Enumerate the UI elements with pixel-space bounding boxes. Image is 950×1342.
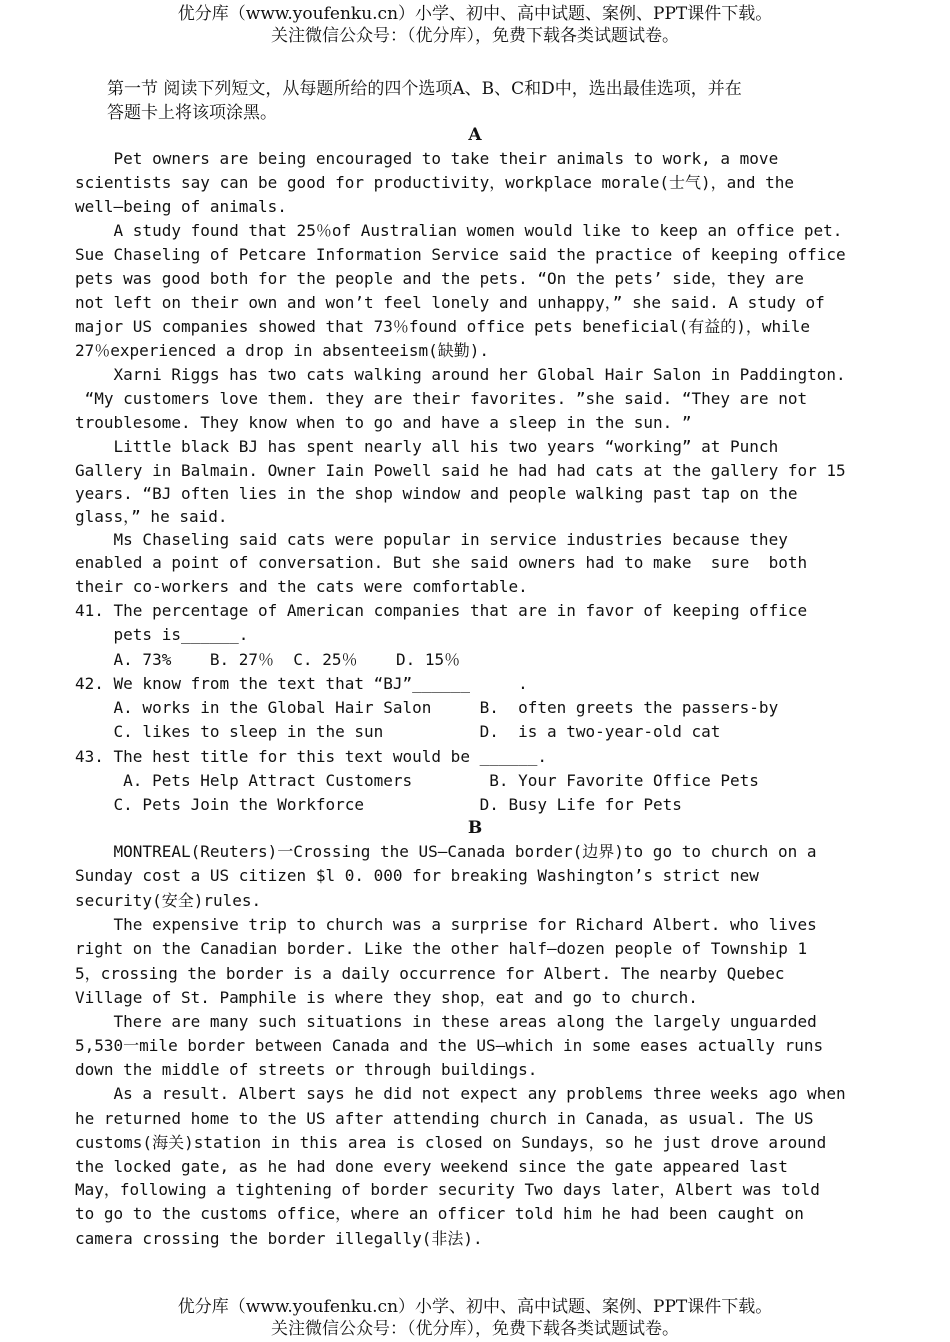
passage-b-line: As a result. Albert says he did not expect any problems three weeks ago when: [75, 1084, 846, 1103]
instruction-line: 答题卡上将该项涂黑。: [107, 103, 277, 123]
footer-line-2: 关注微信公众号：（优分库），免费下载各类试题试卷。: [271, 1319, 679, 1339]
passage-b-line: he returned home to the US after attending church in Canada，as usual. The US: [75, 1109, 814, 1128]
passage-b-line: MONTREAL(Reuters)一Crossing the US—Canada border(边界)to go to church on a: [75, 842, 817, 861]
passage-a-line: glass，” he said.: [75, 507, 228, 526]
passage-a-line: scientists say can be good for productivity，workplace morale(士气)，and the: [75, 173, 795, 192]
question-line: C. likes to sleep in the sun D. is a two-year-old cat: [75, 722, 721, 741]
passage-b-line: to go to the customs office，where an officer told him he had been caught on: [75, 1204, 804, 1223]
passage-a-line: Sue Chaseling of Petcare Information Service said the practice of keeping office: [75, 245, 846, 264]
footer-line-1: 优分库（www.youfenku.cn）小学、初中、高中试题、案例、PPT课件下载。: [177, 1297, 773, 1317]
passage-a-line: enabled a point of conversation. But she said owners had to make sure both: [75, 553, 808, 572]
passage-a-line: Xarni Riggs has two cats walking around her Global Hair Salon in Paddington.: [75, 365, 846, 384]
passage-a-line: Gallery in Balmain. Owner Iain Powell said he had had cats at the gallery for 15: [75, 461, 846, 480]
passage-a-line: “My customers love them. they are their favorites. ”she said. “They are not: [75, 389, 808, 408]
question-line: 42. We know from the text that “BJ”______ .: [75, 674, 528, 693]
passage-b-line: Village of St. Pamphile is where they shop，eat and go to church.: [75, 988, 698, 1007]
question-line: A. Pets Help Attract Customers B. Your Favorite Office Pets: [75, 771, 759, 790]
passage-b-line: down the middle of streets or through buildings.: [75, 1060, 538, 1079]
page-footer: [0, 1296, 950, 1340]
passage-a-line: troublesome. They know when to go and have a sleep in the sun. ”: [75, 413, 692, 432]
passage-a-line: major US companies showed that 73％found office pets beneficial(有益的)，while: [75, 317, 811, 336]
passage-a-line: well—being of animals.: [75, 197, 287, 216]
passage-b-line: the locked gate, as he had done every weekend since the gate appeared last: [75, 1157, 788, 1176]
passage-b-line: May，following a tightening of border security Two days later，Albert was told: [75, 1180, 820, 1199]
passage-a-line: Pet owners are being encouraged to take their animals to work, a move: [75, 149, 779, 168]
passage-b-line: right on the Canadian border. Like the other half—dozen people of Township 1: [75, 939, 808, 958]
passage-a-line: Little black BJ has spent nearly all his two years “working” at Punch: [75, 437, 779, 456]
passage-b-line: 5，crossing the border is a daily occurrence for Albert. The nearby Quebec: [75, 964, 785, 983]
passage-a-heading: A: [468, 125, 482, 145]
instruction-line: 第一节 阅读下列短文，从每题所给的四个选项A、B、C和D中，选出最佳选项，并在: [107, 79, 742, 99]
question-line: 41. The percentage of American companies that are in favor of keeping office: [75, 601, 808, 620]
passage-b-line: 5,530一mile border between Canada and the US—which in some eases actually runs: [75, 1036, 824, 1055]
passage-b-line: camera crossing the border illegally(非法).: [75, 1229, 483, 1248]
question-line: pets is______.: [75, 625, 249, 644]
passage-a-line: their co-workers and the cats were comfortable.: [75, 577, 528, 596]
passage-b-line: security(安全)rules.: [75, 891, 262, 910]
passage-b-line: customs(海关)station in this area is closed on Sundays，so he just drove around: [75, 1133, 827, 1152]
header-line-1: 优分库（www.youfenku.cn）小学、初中、高中试题、案例、PPT课件下载。: [177, 4, 773, 24]
passage-a-line: Ms Chaseling said cats were popular in service industries because they: [75, 530, 788, 549]
question-line: 43. The hest title for this text would be ______.: [75, 747, 548, 766]
passage-b-heading: B: [467, 818, 483, 838]
passage-b-line: There are many such situations in these areas along the largely unguarded: [75, 1012, 817, 1031]
passage-b-line: The expensive trip to church was a surprise for Richard Albert. who lives: [75, 915, 817, 934]
section-instructions: [107, 77, 867, 125]
question-line: C. Pets Join the Workforce D. Busy Life for Pets: [75, 795, 682, 814]
passage-a-line: not left on their own and won’t feel lonely and unhappy，” she said. A study of: [75, 293, 825, 312]
passage-a-line: 27％experienced a drop in absenteeism(缺勤).: [75, 341, 490, 360]
header-line-2: 关注微信公众号：（优分库），免费下载各类试题试卷。: [271, 26, 679, 46]
question-line: A. 73% B. 27％ C. 25％ D. 15％: [75, 650, 461, 669]
page-header: [0, 3, 950, 47]
question-line: A. works in the Global Hair Salon B. often greets the passers-by: [75, 698, 779, 717]
passage-a-line: pets was good both for the people and the pets. “On the pets’ side，they are: [75, 269, 804, 288]
passage-a-line: A study found that 25％of Australian women would like to keep an office pet.: [75, 221, 843, 240]
passage-b-line: Sunday cost a US citizen $l 0. 000 for breaking Washington’s strict new: [75, 866, 759, 885]
passage-a-line: years. “BJ often lies in the shop window and people walking past tap on the: [75, 484, 798, 503]
